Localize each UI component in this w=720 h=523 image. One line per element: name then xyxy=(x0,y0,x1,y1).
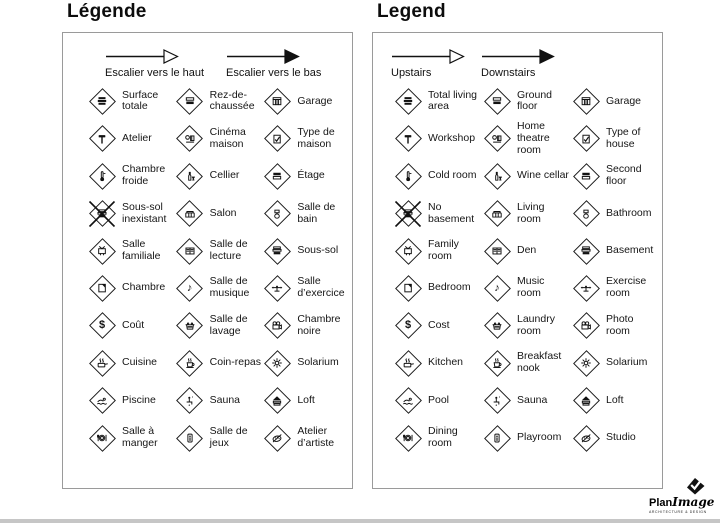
legend-item-label: Surface totale xyxy=(122,88,159,113)
legend-item-label: Salle à manger xyxy=(122,425,158,449)
toilet-icon xyxy=(571,199,601,229)
legend-item xyxy=(175,270,263,307)
logo-name-plan: Plan xyxy=(649,497,673,509)
cooking-pot-icon xyxy=(87,348,117,378)
legend-item-label: Cold room xyxy=(428,169,477,182)
film-projector-icon xyxy=(482,124,512,154)
legend-box xyxy=(62,32,353,489)
legend-item-label: Solarium xyxy=(297,356,339,369)
legend-item-label: Music room xyxy=(517,275,545,300)
legend-item xyxy=(393,382,482,419)
downstairs-arrow-icon xyxy=(226,49,321,67)
legend-item-label: Étage xyxy=(297,169,325,182)
legend-item xyxy=(87,83,175,120)
legend-item-label: Exercise room xyxy=(606,275,647,300)
legend-item-label: Basement xyxy=(606,244,654,257)
legend-item-label: Coût xyxy=(122,318,145,331)
playroom-toy-icon xyxy=(482,423,512,453)
legend-item-label: Salle de jeux xyxy=(209,425,248,449)
legend-item xyxy=(482,307,571,344)
movie-camera-icon xyxy=(571,311,601,341)
planimage-mark-icon xyxy=(683,477,707,496)
stairs-arrow-group xyxy=(391,49,465,79)
legend-item xyxy=(175,120,263,157)
coffee-cup-icon xyxy=(175,348,205,378)
legend-item-label: Solarium xyxy=(606,356,648,369)
legend-item-label: Cuisine xyxy=(122,356,158,369)
legend-item-label: Laundry room xyxy=(517,312,555,337)
sun-icon xyxy=(571,348,601,378)
artist-palette-icon xyxy=(571,423,601,453)
no-basement-icon xyxy=(87,199,117,229)
legend-item xyxy=(393,307,482,344)
stairs-arrow-group xyxy=(105,49,204,79)
no-basement-icon xyxy=(393,199,423,229)
sauna-person-icon xyxy=(482,386,512,416)
legend-item xyxy=(482,120,571,157)
thermometer-icon xyxy=(87,161,117,191)
legend-item xyxy=(87,419,175,456)
legend-item-label: Loft xyxy=(297,393,315,406)
legend-item xyxy=(571,270,660,307)
legend-item xyxy=(175,158,263,195)
upstairs-arrow-icon xyxy=(391,49,465,67)
legend-item-label: Loft xyxy=(606,393,624,406)
legend-item xyxy=(262,120,350,157)
legend-item-label: Sous-sol xyxy=(297,244,339,257)
legend-item xyxy=(262,382,350,419)
legend-item xyxy=(262,307,350,344)
garage-icon xyxy=(571,86,601,116)
playroom-toy-icon xyxy=(175,423,205,453)
legend-item xyxy=(175,83,263,120)
legend-item xyxy=(262,270,350,307)
legend-item xyxy=(393,158,482,195)
legend-item xyxy=(482,83,571,120)
television-icon xyxy=(393,236,423,266)
legend-item xyxy=(175,345,263,382)
legend-item-label: Type of house xyxy=(606,125,641,150)
arrow-label: Downstairs xyxy=(481,66,536,79)
stairs-arrow-group xyxy=(481,49,555,79)
legend-item xyxy=(393,270,482,307)
legend-item xyxy=(482,195,571,232)
ground-floor-icon xyxy=(175,86,205,116)
dollar-sign-icon: $ xyxy=(87,311,117,341)
legend-item-label: No basement xyxy=(428,200,475,225)
legend-item xyxy=(175,232,263,269)
film-projector-icon xyxy=(175,124,205,154)
thermometer-icon xyxy=(393,161,423,191)
second-floor-icon xyxy=(262,161,292,191)
legend-item-label: Living room xyxy=(517,200,545,225)
legend-item-label: Salle de musique xyxy=(209,275,250,300)
dollar-sign-icon: $ xyxy=(393,311,423,341)
toilet-icon xyxy=(262,199,292,229)
legend-item xyxy=(482,270,571,307)
logo-tagline: ARCHITECTURE & DESIGN xyxy=(649,510,707,514)
arrow-label: Escalier vers le haut xyxy=(105,66,205,79)
arrow-label: Upstairs xyxy=(391,66,432,79)
legend-item xyxy=(393,83,482,120)
legend-item-label: Garage xyxy=(606,94,642,107)
panel-title: Légende xyxy=(67,1,147,22)
legend-item-label: Kitchen xyxy=(428,356,464,369)
legend-item xyxy=(571,158,660,195)
legend-item-label: Bedroom xyxy=(428,281,471,294)
sofa-icon xyxy=(175,199,205,229)
legend-item-label: Atelier xyxy=(122,131,152,144)
legend-item xyxy=(87,345,175,382)
wine-bottle-icon xyxy=(175,161,205,191)
workshop-hammer-icon xyxy=(393,124,423,154)
sofa-icon xyxy=(482,199,512,229)
house-checkmark-icon xyxy=(571,124,601,154)
legend-box xyxy=(372,32,663,489)
music-note-icon: ♪ xyxy=(482,273,512,303)
legend-item-label: Sauna xyxy=(209,393,241,406)
legend-item-label: Pool xyxy=(428,393,450,406)
legend-item xyxy=(175,419,263,456)
legend-item-label: Cinéma maison xyxy=(209,125,246,150)
legend-item-label: Wine cellar xyxy=(517,169,569,182)
garage-icon xyxy=(262,86,292,116)
legend-item-label: Home theatre room xyxy=(517,119,550,156)
legend-item-label: Sauna xyxy=(517,393,548,406)
movie-camera-icon xyxy=(262,311,292,341)
legend-item xyxy=(175,195,263,232)
sun-icon xyxy=(262,348,292,378)
stairs-arrow-group xyxy=(226,49,321,79)
legend-item xyxy=(571,120,660,157)
arrow-label: Escalier vers le bas xyxy=(226,66,322,79)
legend-item-label: Total living area xyxy=(428,88,478,113)
legend-item xyxy=(482,382,571,419)
laundry-tub-icon xyxy=(482,311,512,341)
legend-item xyxy=(262,419,350,456)
legend-item-label: Second floor xyxy=(606,163,642,188)
legend-item xyxy=(262,195,350,232)
legend-item xyxy=(393,419,482,456)
legend-item xyxy=(571,345,660,382)
legend-item-label: Den xyxy=(517,244,537,257)
legend-item xyxy=(87,158,175,195)
legend-item xyxy=(571,232,660,269)
logo-name-image: Image xyxy=(672,495,715,509)
total-area-icon xyxy=(393,86,423,116)
legend-item-label: Breakfast nook xyxy=(517,350,562,375)
legend-item xyxy=(262,232,350,269)
legend-item xyxy=(87,232,175,269)
legend-item xyxy=(175,307,263,344)
legend-item xyxy=(262,158,350,195)
house-checkmark-icon xyxy=(262,124,292,154)
legend-item-label: Photo room xyxy=(606,312,634,337)
ground-floor-icon xyxy=(482,86,512,116)
legend-item-label: Salle de lavage xyxy=(209,312,248,337)
legend-item xyxy=(262,83,350,120)
basement-icon xyxy=(571,236,601,266)
panel-title: Legend xyxy=(377,1,446,22)
legend-item-label: Cost xyxy=(428,318,450,331)
coffee-cup-icon xyxy=(482,348,512,378)
legend-item-label: Cellier xyxy=(209,169,240,182)
legend-item-label: Family room xyxy=(428,238,459,263)
legend-item xyxy=(87,270,175,307)
downstairs-arrow-icon xyxy=(481,49,555,67)
legend-item-label: Dining room xyxy=(428,425,458,449)
legend-item-label: Chambre froide xyxy=(122,163,166,188)
swimmer-icon xyxy=(393,386,423,416)
artist-palette-icon xyxy=(262,423,292,453)
legend-item xyxy=(393,195,482,232)
exercise-machine-icon xyxy=(571,273,601,303)
legend-item xyxy=(571,382,660,419)
total-area-icon xyxy=(87,86,117,116)
music-note-icon: ♪ xyxy=(175,273,205,303)
legend-item-label: Type de maison xyxy=(297,125,335,150)
legend-item-label: Salle d’exercice xyxy=(297,275,345,300)
legend-item-label: Studio xyxy=(606,431,636,444)
bed-icon xyxy=(87,273,117,303)
legend-item xyxy=(482,232,571,269)
bookshelf-icon xyxy=(482,236,512,266)
bed-icon xyxy=(393,273,423,303)
workshop-hammer-icon xyxy=(87,124,117,154)
legend-item-label: Sous-sol inexistant xyxy=(122,200,167,225)
legend-item-label: Garage xyxy=(297,94,333,107)
legend-item xyxy=(175,382,263,419)
legend-item-label: Bathroom xyxy=(606,206,652,219)
legend-item xyxy=(87,307,175,344)
legend-item xyxy=(87,120,175,157)
legend-item-label: Salle de bain xyxy=(297,200,336,225)
legend-item xyxy=(482,419,571,456)
legend-item-label: Piscine xyxy=(122,393,156,406)
legend-item xyxy=(262,345,350,382)
swimmer-icon xyxy=(87,386,117,416)
sauna-person-icon xyxy=(175,386,205,416)
legend-panel-french xyxy=(62,0,353,489)
place-setting-icon xyxy=(87,423,117,453)
legend-item-label: Ground floor xyxy=(517,88,553,113)
television-icon xyxy=(87,236,117,266)
legend-items-grid xyxy=(63,79,352,457)
legend-item xyxy=(393,232,482,269)
loft-icon xyxy=(262,386,292,416)
legend-item-label: Rez-de-chaussée xyxy=(209,88,255,113)
legend-panel-english xyxy=(372,0,663,489)
legend-item-label: Playroom xyxy=(517,431,562,444)
legend-item-label: Salon xyxy=(209,206,237,219)
bottom-edge-strip xyxy=(0,519,720,523)
basement-icon xyxy=(262,236,292,266)
loft-icon xyxy=(571,386,601,416)
legend-item xyxy=(571,419,660,456)
legend-item xyxy=(87,382,175,419)
legend-item xyxy=(571,195,660,232)
legend-item-label: Atelier d’artiste xyxy=(297,425,335,449)
stairs-arrows xyxy=(373,33,662,79)
legend-item xyxy=(482,158,571,195)
second-floor-icon xyxy=(571,161,601,191)
legend-item xyxy=(87,195,175,232)
place-setting-icon xyxy=(393,423,423,453)
legend-item-label: Coin-repas xyxy=(209,356,262,369)
legend-item-label: Chambre xyxy=(122,281,166,294)
legend-items-grid xyxy=(373,79,662,457)
upstairs-arrow-icon xyxy=(105,49,204,67)
legend-item xyxy=(482,345,571,382)
legend-item-label: Salle de lecture xyxy=(209,238,248,263)
legend-item xyxy=(393,345,482,382)
laundry-tub-icon xyxy=(175,311,205,341)
cooking-pot-icon xyxy=(393,348,423,378)
legend-item-label: Chambre noire xyxy=(297,312,341,337)
planimage-logo xyxy=(649,477,715,514)
exercise-machine-icon xyxy=(262,273,292,303)
logo-name xyxy=(649,496,715,509)
legend-item xyxy=(571,307,660,344)
legend-sheet xyxy=(62,0,663,489)
legend-item xyxy=(393,120,482,157)
legend-item-label: Workshop xyxy=(428,131,476,144)
stairs-arrows xyxy=(63,33,352,79)
bookshelf-icon xyxy=(175,236,205,266)
legend-item xyxy=(571,83,660,120)
wine-bottle-icon xyxy=(482,161,512,191)
legend-item-label: Salle familiale xyxy=(122,238,161,263)
